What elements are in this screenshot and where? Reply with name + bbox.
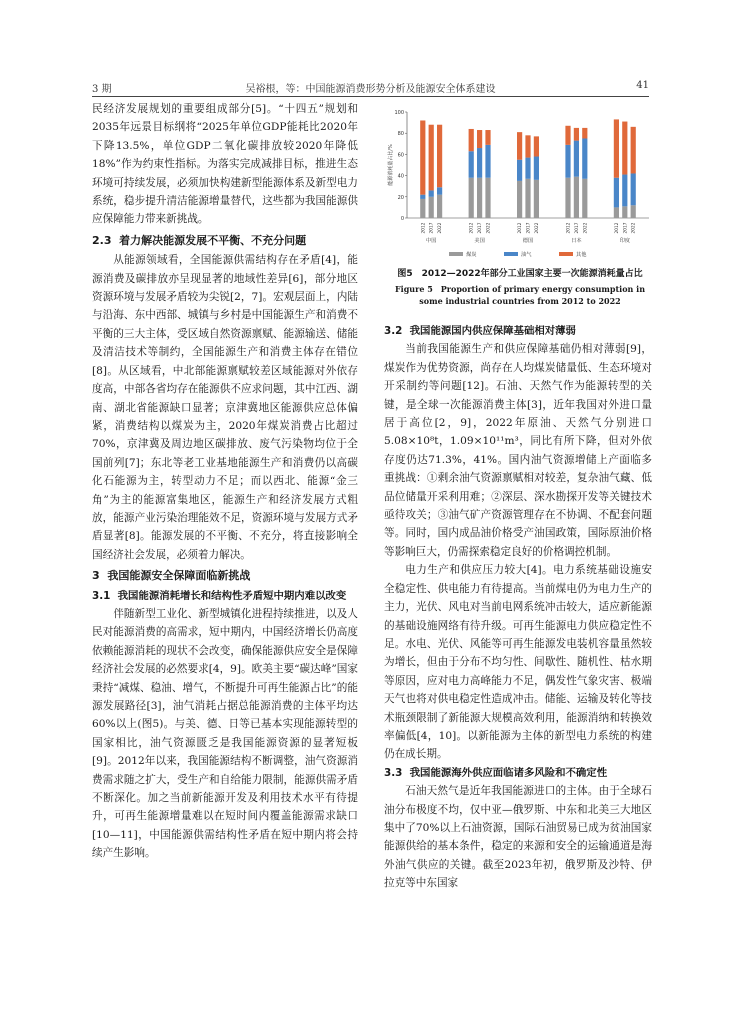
section-3-1-heading [92,587,358,605]
y-tick-label: 100 [394,110,404,116]
left-column [92,100,358,863]
para-3-1: 伴随新型工业化、新型城镇化进程持续推进，以及人民对能源消费的高需求，短中期内，中国经济增长仍高度依赖能源消耗的现状不会改变，确保能源供应安全是保障经济社会发展的必然要求[4，9]。欧美主要“碳达峰”国家秉持“减煤、稳油、增气，不断提升可再生能源占比”的能源发展路径[3]，油气消耗占据总能源消费的主体平均达60%以上(图5)。与美、德、日等已基本实现能源转型的国家相比，油气资源匮乏是我国能源资源的显著短板[9]。2012年以来，我国能源结构不断调整，油气资源消费需求随之扩大，受生产和自给能力限制，能源供需矛盾不断深化。加之当前新能源开发及利用技术水平有待提升，可再生能源增量难以在短时间内覆盖能源需求缺口[10—11]，中国能源供需结构性矛盾在短中期内将会持续产生影响。 [92,607,358,860]
bar-印度-2017-煤炭 [622,206,627,218]
para-3-2b: 电力生产和供应压力较大[4]。电力系统基础设施安全稳定性、供电能力有待提高。当前煤电仍为电力生产的主力，光伏、风电对当前电网系统冲击较大，适应新能源的基础设施网络有待升级。可再生能源电力供应稳定性不足。水电、光伏、风能等可再生能源发电装机容量虽然较为增长，但由于分布不均匀性、间歇性、随机性、枯水期等原因，应对电力高峰能力不足，偶发性气象灾害、极端天气也将对供电稳定性造成冲击。储能、运输及转化等技术瓶颈限制了新能源大规模高效利用，能源消纳和转换效率偏低[4，10]。以新能源为主体的新型电力系统的构建仍在成长期。 [384,564,652,761]
year-tick-label: 2017 [623,222,629,234]
bar-印度-2022-其他 [631,127,636,174]
year-tick-label: 2017 [526,222,532,234]
year-tick-label: 2012 [421,222,427,234]
section-title: 我国能源安全保障面临新挑战 [107,569,251,583]
section-number: 2.3 [92,233,112,247]
section-3-2-heading [384,322,652,340]
bar-美国-2017-煤炭 [477,178,482,218]
para-intro: 民经济发展规划的重要组成部分[5]。“十四五”规划和2035年远景目标纲将“2025年单位GDP能耗比2020年下降13.5%，单位GDP二氧化碳排放较2020年降低18%”作为约束性指标。为落实完成减排目标，推进生态环境可持续发展，必须加快构建新型能源体系及新型电力系统，稳步提升清洁能源增量替代，这些都为我国能源供应保障能力带来新挑战。 [92,103,358,226]
y-tick-label: 60 [397,152,404,159]
legend-swatch [504,252,518,256]
y-tick-label: 0 [400,216,404,222]
country-label: 印度 [619,238,630,244]
bar-印度-2022-煤炭 [631,205,636,218]
bar-美国-2012-煤炭 [469,178,474,218]
header-issue: 3 期 [92,84,112,95]
year-tick-label: 2012 [614,222,620,234]
figure-5-chart [387,106,653,264]
year-tick-label: 2022 [631,222,637,234]
year-tick-label: 2022 [583,222,589,234]
bar-印度-2022-油气 [631,173,636,205]
section-number: 3.2 [384,325,403,337]
bar-美国-2022-煤炭 [485,178,490,218]
header-title: 吴裕根，等：中国能源消费形势分析及能源安全体系建设 [245,84,496,95]
bar-印度-2012-油气 [614,178,619,208]
bar-中国-2022-其他 [437,125,442,188]
bar-美国-2017-油气 [477,148,482,178]
legend-swatch [559,252,573,256]
bar-德国-2017-油气 [525,158,530,179]
para-3-2a: 当前我国能源生产和供应保障基础仍相对薄弱[9]，煤炭作为优势资源，尚存在人均煤炭储量低、生态环境对开采制约等问题[12]。石油、天然气作为能源转型的关键，是全球一次能源消费主体[3]，近年我国对外进口量居于高位[2，9]，2022年原油、天然气分别进口5.08×10⁸t，1.09×10¹¹m³，同比有所下降，但对外依存度仍达71.3%，41%。国内油气资源增储上产面临多重挑战：①剩余油气资源禀赋相对较差，复杂油气藏、低品位储量开采利用难；②深层、深水勘探开发等关键技术亟待攻关；③油气矿产资源管理存在不协调、不配套问题等。同时，国内成品油价格受产油国政策，国际原油价格等影响巨大，仍需探索稳定良好的价格调控机制。 [384,343,652,558]
bar-日本-2012-油气 [565,145,570,178]
bar-印度-2017-其他 [622,122,627,175]
caption-cn: 图5 2012—2022年部分工业国家主要一次能源消耗量占比 [397,269,643,279]
bar-美国-2012-其他 [469,129,474,151]
year-tick-label: 2012 [469,222,475,234]
bar-美国-2022-油气 [485,145,490,178]
bar-中国-2017-油气 [429,190,434,196]
y-axis-label: 能源消耗量占比/% [388,144,394,186]
bar-德国-2017-其他 [525,135,530,157]
country-label: 德国 [522,238,534,244]
section-3-3-heading [384,764,652,782]
section-number: 3.1 [92,589,111,602]
header-rule [92,96,649,97]
bar-德国-2017-煤炭 [525,179,530,218]
bar-美国-2022-其他 [485,130,490,145]
bar-日本-2017-其他 [574,128,579,141]
bar-德国-2022-油气 [534,157,539,180]
y-tick-label: 80 [397,131,404,138]
year-tick-label: 2012 [518,222,524,234]
section-title: 我国能源消耗增长和结构性矛盾短中期内难以改变 [117,589,347,602]
legend-label: 油气 [521,252,532,258]
bar-日本-2017-煤炭 [574,177,579,218]
bar-日本-2017-油气 [574,141,579,177]
caption-en: Figure 5 Proportion of primary energy consumption in some industrial countries from 2012 to 2022 [394,284,646,306]
para-2-3: 从能源领域看，全国能源供需结构存在矛盾[4]，能源消费及碳排放亦呈现显著的地域性差异[6]，部分地区资源环境与发展矛盾较为尖锐[2，7]。宏观层面上，内陆与沿海、东中西部、城镇与乡村是中国能源生产和消费不平衡的三大主体，受区域自然资源禀赋、能源输送、储能及清洁技术等制约，全国能源生产和消费主体存在错位[8]。从区域看，中北部能源禀赋较差区域能源对外依存度高，中部各省均存在能源供不应求问题，其中江西、湖南、湖北省能源缺口显著；京津冀地区能源供应总体偏紧，消费结构以煤炭为主，2020年煤炭消费占比超过70%，京津冀及周边地区碳排放、废气污染物均位于全国前列[7]；东北等老工业基地能源生产和消费仍以高碳化石能源为主，转型动力不足；而以西北、能源“金三角”为主的能源富集地区，能源生产和经济发展方式粗放，能源产业污染治理能效不足，资源环境与发展方式矛盾显著[8]。能源发展的不平衡、不充分，将直接影响全国经济社会发展，必须着力解决。 [92,254,358,561]
bar-中国-2012-煤炭 [420,199,425,218]
bar-德国-2022-煤炭 [534,180,539,218]
bar-美国-2012-油气 [469,151,474,178]
bar-德国-2012-煤炭 [517,181,522,218]
bar-中国-2022-煤炭 [437,195,442,218]
bar-印度-2017-油气 [622,175,627,207]
year-tick-label: 2017 [429,222,435,234]
section-number: 3.3 [384,766,403,779]
legend-swatch [449,252,463,256]
section-title: 着力解决能源发展不平衡、不充分问题 [119,233,307,247]
bar-中国-2012-油气 [420,195,425,199]
bar-德国-2022-其他 [534,136,539,156]
section-2-3-heading [92,232,358,250]
bar-印度-2012-煤炭 [614,207,619,218]
bar-德国-2012-油气 [517,160,522,181]
bar-中国-2017-其他 [429,125,434,191]
country-label: 日本 [571,238,582,244]
bar-日本-2012-其他 [565,126,570,145]
legend-label: 其他 [576,252,587,258]
year-tick-label: 2012 [566,222,572,234]
y-tick-label: 20 [397,194,404,201]
bar-日本-2012-煤炭 [565,178,570,218]
legend-label: 煤炭 [466,252,477,258]
section-title: 我国能源国内供应保障基础相对薄弱 [409,325,576,337]
section-3-heading [92,567,358,585]
year-tick-label: 2017 [478,222,484,234]
bar-中国-2012-其他 [420,120,425,194]
bar-中国-2022-油气 [437,187,442,194]
year-tick-label: 2017 [574,222,580,234]
bar-印度-2012-其他 [614,119,619,177]
page-number: 41 [636,80,649,91]
section-title: 我国能源海外供应面临诸多风险和不确定性 [409,766,608,779]
bar-德国-2012-其他 [517,132,522,160]
bar-美国-2017-其他 [477,130,482,148]
year-tick-label: 2022 [486,222,492,234]
year-tick-label: 2022 [438,222,444,234]
para-3-3: 石油天然气是近年我国能源进口的主体。由于全球石油分布极度不均，仅中亚—俄罗斯、中东和北美三大地区集中了70%以上石油资源，国际石油贸易已成为贫油国家能源供给的基本条件，稳定的来源和安全的运输通道是海外油气供应的关键。截至2023年初，俄罗斯及沙特、伊拉克等中东国家 [384,785,652,890]
bar-日本-2022-油气 [582,139,587,179]
y-tick-label: 40 [397,173,404,180]
right-column [384,322,652,893]
year-tick-label: 2022 [534,222,540,234]
country-label: 中国 [426,238,437,244]
bar-日本-2022-煤炭 [582,179,587,218]
figure-5-caption [383,266,657,307]
bar-日本-2022-其他 [582,128,587,139]
country-label: 美国 [474,238,485,244]
bar-中国-2017-煤炭 [429,197,434,218]
section-number: 3 [92,569,100,583]
